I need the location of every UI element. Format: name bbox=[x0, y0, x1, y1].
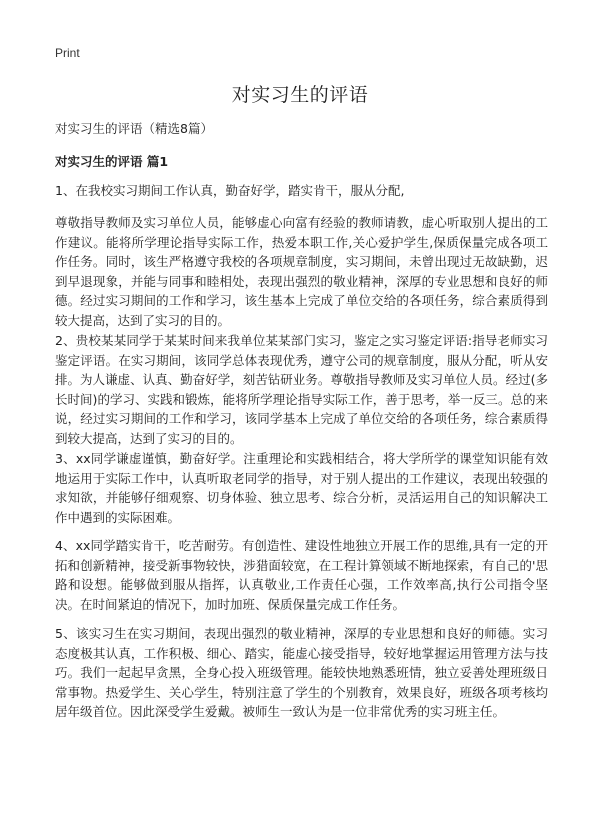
paragraph-6: 5、该实习生在实习期间，表现出强烈的敬业精神，深厚的专业思想和良好的师德。实习态度极其认真，工作积极、细心、踏实，能虚心接受指导，较好地掌握运用管理方法与技巧。我们一起起早贪黑，全身心投入班级管理。能较快地熟悉班情，独立妥善处理班级日常事物。热爱学生、关心学生，特别注意了学生的个别教育，效果良好，班级各项考核均居年级首位。因此深受学生爱戴。被师生一致认为是一位非常优秀的实习班主任。 bbox=[55, 626, 548, 720]
paragraph-5: 4、xx同学踏实肯干，吃苦耐劳。有创造性、建设性地独立开展工作的思维,具有一定的开拓和创新精神，接受新事物较快，涉猎面较宽，在工程计算领域不断地探索，有自己的'思路和设想。能够做到服从指挥，认真敬业,工作责任心强，工作效率高,执行公司指令坚决。在时间紧迫的情况下，加时加班、保质保量完成工作任务。 bbox=[55, 538, 548, 612]
paragraph-2: 尊敬指导教师及实习单位人员，能够虚心向富有经验的教师请教，虚心听取别人提出的工作建议。能将所学理论指导实际工作，热爱本职工作,关心爱护学生,保质保量完成各项工作任务。同时，该生严格遵守我校的各项规章制度，实习期间，未曾出现过无故缺勤，迟到早退现象，并能与同事和睦相处，表现出强烈的敬业精神，深厚的专业思想和良好的师德。经过实习期间的工作和学习，该生基本上完成了单位交给的各项任务，综合素质得到较大提高，达到了实习的目的。 bbox=[55, 215, 548, 328]
paragraph-1: 1、在我校实习期间工作认真，勤奋好学，踏实肯干，服从分配, bbox=[55, 183, 405, 198]
print-link[interactable]: Print bbox=[55, 46, 80, 60]
paragraph-3: 2、贵校某某同学于某某时间来我单位某某部门实习，鉴定之实习鉴定评语:指导老师实习鉴定评语。在实习期间，该同学总体表现优秀，遵守公司的规章制度，服从分配，听从安排。为人谦虚、认真、勤奋好学，刻苦钻研业务。尊敬指导教师及实习单位人员。经过(多长时间)的学习、实践和锻炼，能将所学理论指导实际工作，善于思考，举一反三。总的来说，经过实习期间的工作和学习，该同学基本上完成了单位交给的各项任务，综合素质得到较大提高，达到了实习的目的。 bbox=[55, 333, 548, 446]
paragraph-4: 3、xx同学谦虚谨慎，勤奋好学。注重理论和实践相结合，将大学所学的课堂知识能有效地运用于实际工作中，认真听取老同学的指导，对于别人提出的工作建议，表现出较强的求知欲，并能够仔细观察、切身体验、独立思考、综合分析，灵活运用自己的知识解决工作中遇到的实际困难。 bbox=[55, 451, 548, 525]
section-heading: 对实习生的评语 篇1 bbox=[55, 154, 169, 169]
document-subtitle: 对实习生的评语（精选8篇） bbox=[55, 121, 213, 136]
page-title: 对实习生的评语 bbox=[231, 84, 369, 106]
